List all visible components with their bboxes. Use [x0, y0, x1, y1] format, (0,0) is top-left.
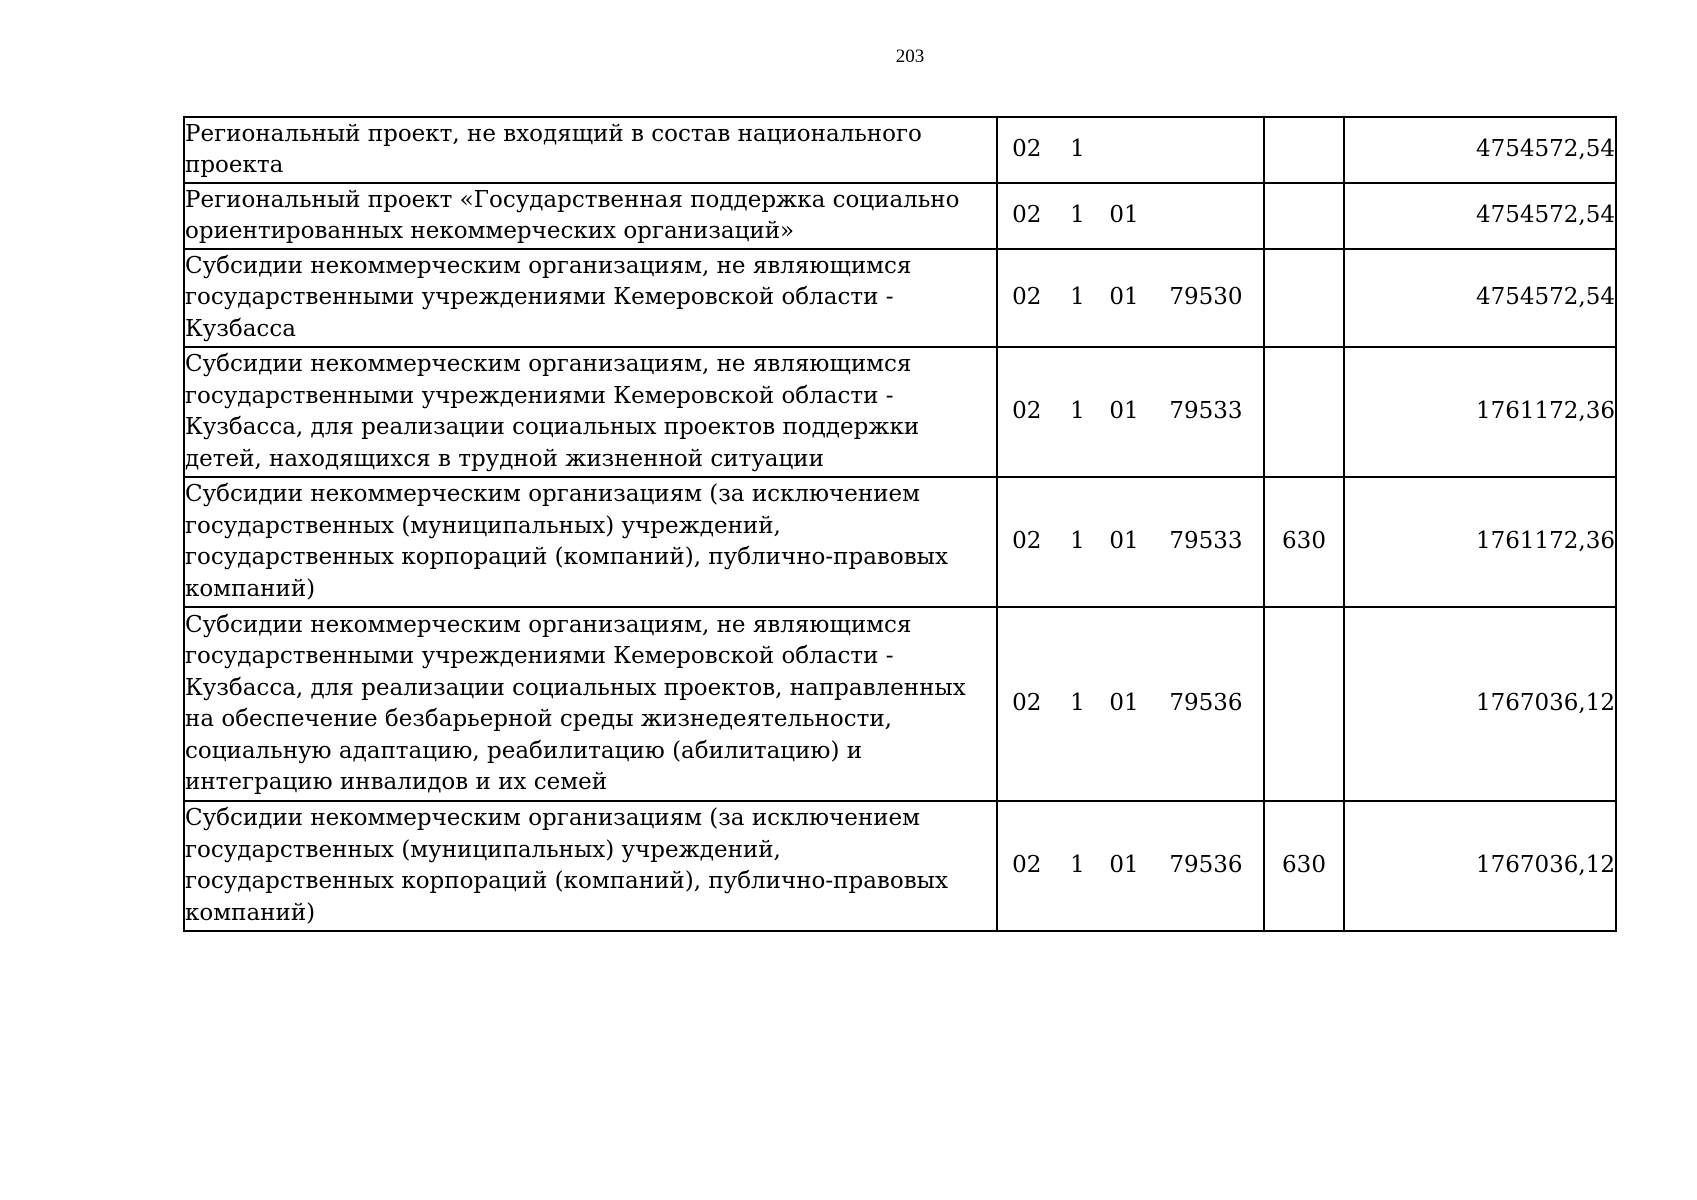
program-code: 02 — [1012, 284, 1042, 311]
row-name-cell: Субсидии некоммерческим организациям (за исключением государственных (муниципальных) учреждений, государственных корпораций (компаний), публично-правовых компаний) — [184, 801, 997, 931]
row-name-cell: Субсидии некоммерческим организациям (за исключением государственных (муниципальных) учреждений, государственных корпораций (компаний), публично-правовых компаний) — [184, 477, 997, 607]
direction-code: 79533 — [1169, 528, 1243, 555]
project-code: 01 — [1109, 690, 1139, 717]
expense-type-cell — [1264, 183, 1344, 249]
program-code: 02 — [1012, 136, 1042, 163]
direction-code: 79530 — [1169, 284, 1243, 311]
expense-type-cell — [1264, 347, 1344, 477]
row-code-cell — [997, 801, 1264, 931]
budget-table — [183, 116, 1617, 932]
row-name-cell: Субсидии некоммерческим организациям, не являющимся государственными учреждениями Кемеровской области - Кузбасса — [184, 249, 997, 347]
table-row — [184, 249, 1616, 347]
project-code: 01 — [1109, 528, 1139, 555]
amount-cell: 4754572,54 — [1344, 249, 1616, 347]
table-row — [184, 183, 1616, 249]
expense-type-cell — [1264, 117, 1344, 183]
table-row — [184, 117, 1616, 183]
program-code: 02 — [1012, 202, 1042, 229]
subprogram-code: 1 — [1070, 690, 1085, 717]
amount-cell: 1767036,12 — [1344, 801, 1616, 931]
amount-cell: 1761172,36 — [1344, 477, 1616, 607]
expense-type-cell — [1264, 249, 1344, 347]
row-code-cell — [997, 607, 1264, 801]
expense-type-cell: 630 — [1264, 477, 1344, 607]
project-code: 01 — [1109, 284, 1139, 311]
program-code: 02 — [1012, 398, 1042, 425]
row-name-cell: Региональный проект, не входящий в состав национального проекта — [184, 117, 997, 183]
direction-code: 79533 — [1169, 398, 1243, 425]
subprogram-code: 1 — [1070, 398, 1085, 425]
row-code-cell — [997, 183, 1264, 249]
project-code: 01 — [1109, 398, 1139, 425]
row-code-cell — [997, 477, 1264, 607]
amount-cell: 4754572,54 — [1344, 117, 1616, 183]
row-name-cell: Региональный проект «Государственная поддержка социально ориентированных некоммерческих организаций» — [184, 183, 997, 249]
subprogram-code: 1 — [1070, 136, 1085, 163]
direction-code: 79536 — [1169, 852, 1243, 879]
subprogram-code: 1 — [1070, 852, 1085, 879]
row-name-cell: Субсидии некоммерческим организациям, не являющимся государственными учреждениями Кемеровской области - Кузбасса, для реализации социальных проектов поддержки детей, находящихся в трудной жизненной ситуации — [184, 347, 997, 477]
direction-code: 79536 — [1169, 690, 1243, 717]
project-code: 01 — [1109, 202, 1139, 229]
subprogram-code: 1 — [1070, 284, 1085, 311]
expense-type-cell: 630 — [1264, 801, 1344, 931]
program-code: 02 — [1012, 852, 1042, 879]
subprogram-code: 1 — [1070, 202, 1085, 229]
program-code: 02 — [1012, 528, 1042, 555]
expense-type-cell — [1264, 607, 1344, 801]
row-code-cell — [997, 249, 1264, 347]
project-code: 01 — [1109, 852, 1139, 879]
subprogram-code: 1 — [1070, 528, 1085, 555]
amount-cell: 1761172,36 — [1344, 347, 1616, 477]
row-code-cell — [997, 117, 1264, 183]
table-row — [184, 477, 1616, 607]
row-name-cell: Субсидии некоммерческим организациям, не являющимся государственными учреждениями Кемеровской области - Кузбасса, для реализации социальных проектов, направленных на обеспечение безбарьерной среды жизнедеятельности, социальную адаптацию, реабилитацию (абилитацию) и интеграцию инвалидов и их семей — [184, 607, 997, 801]
table-row — [184, 801, 1616, 931]
row-code-cell — [997, 347, 1264, 477]
program-code: 02 — [1012, 690, 1042, 717]
amount-cell: 1767036,12 — [1344, 607, 1616, 801]
table-row — [184, 347, 1616, 477]
table-row — [184, 607, 1616, 801]
page-number: 203 — [895, 46, 925, 67]
amount-cell: 4754572,54 — [1344, 183, 1616, 249]
